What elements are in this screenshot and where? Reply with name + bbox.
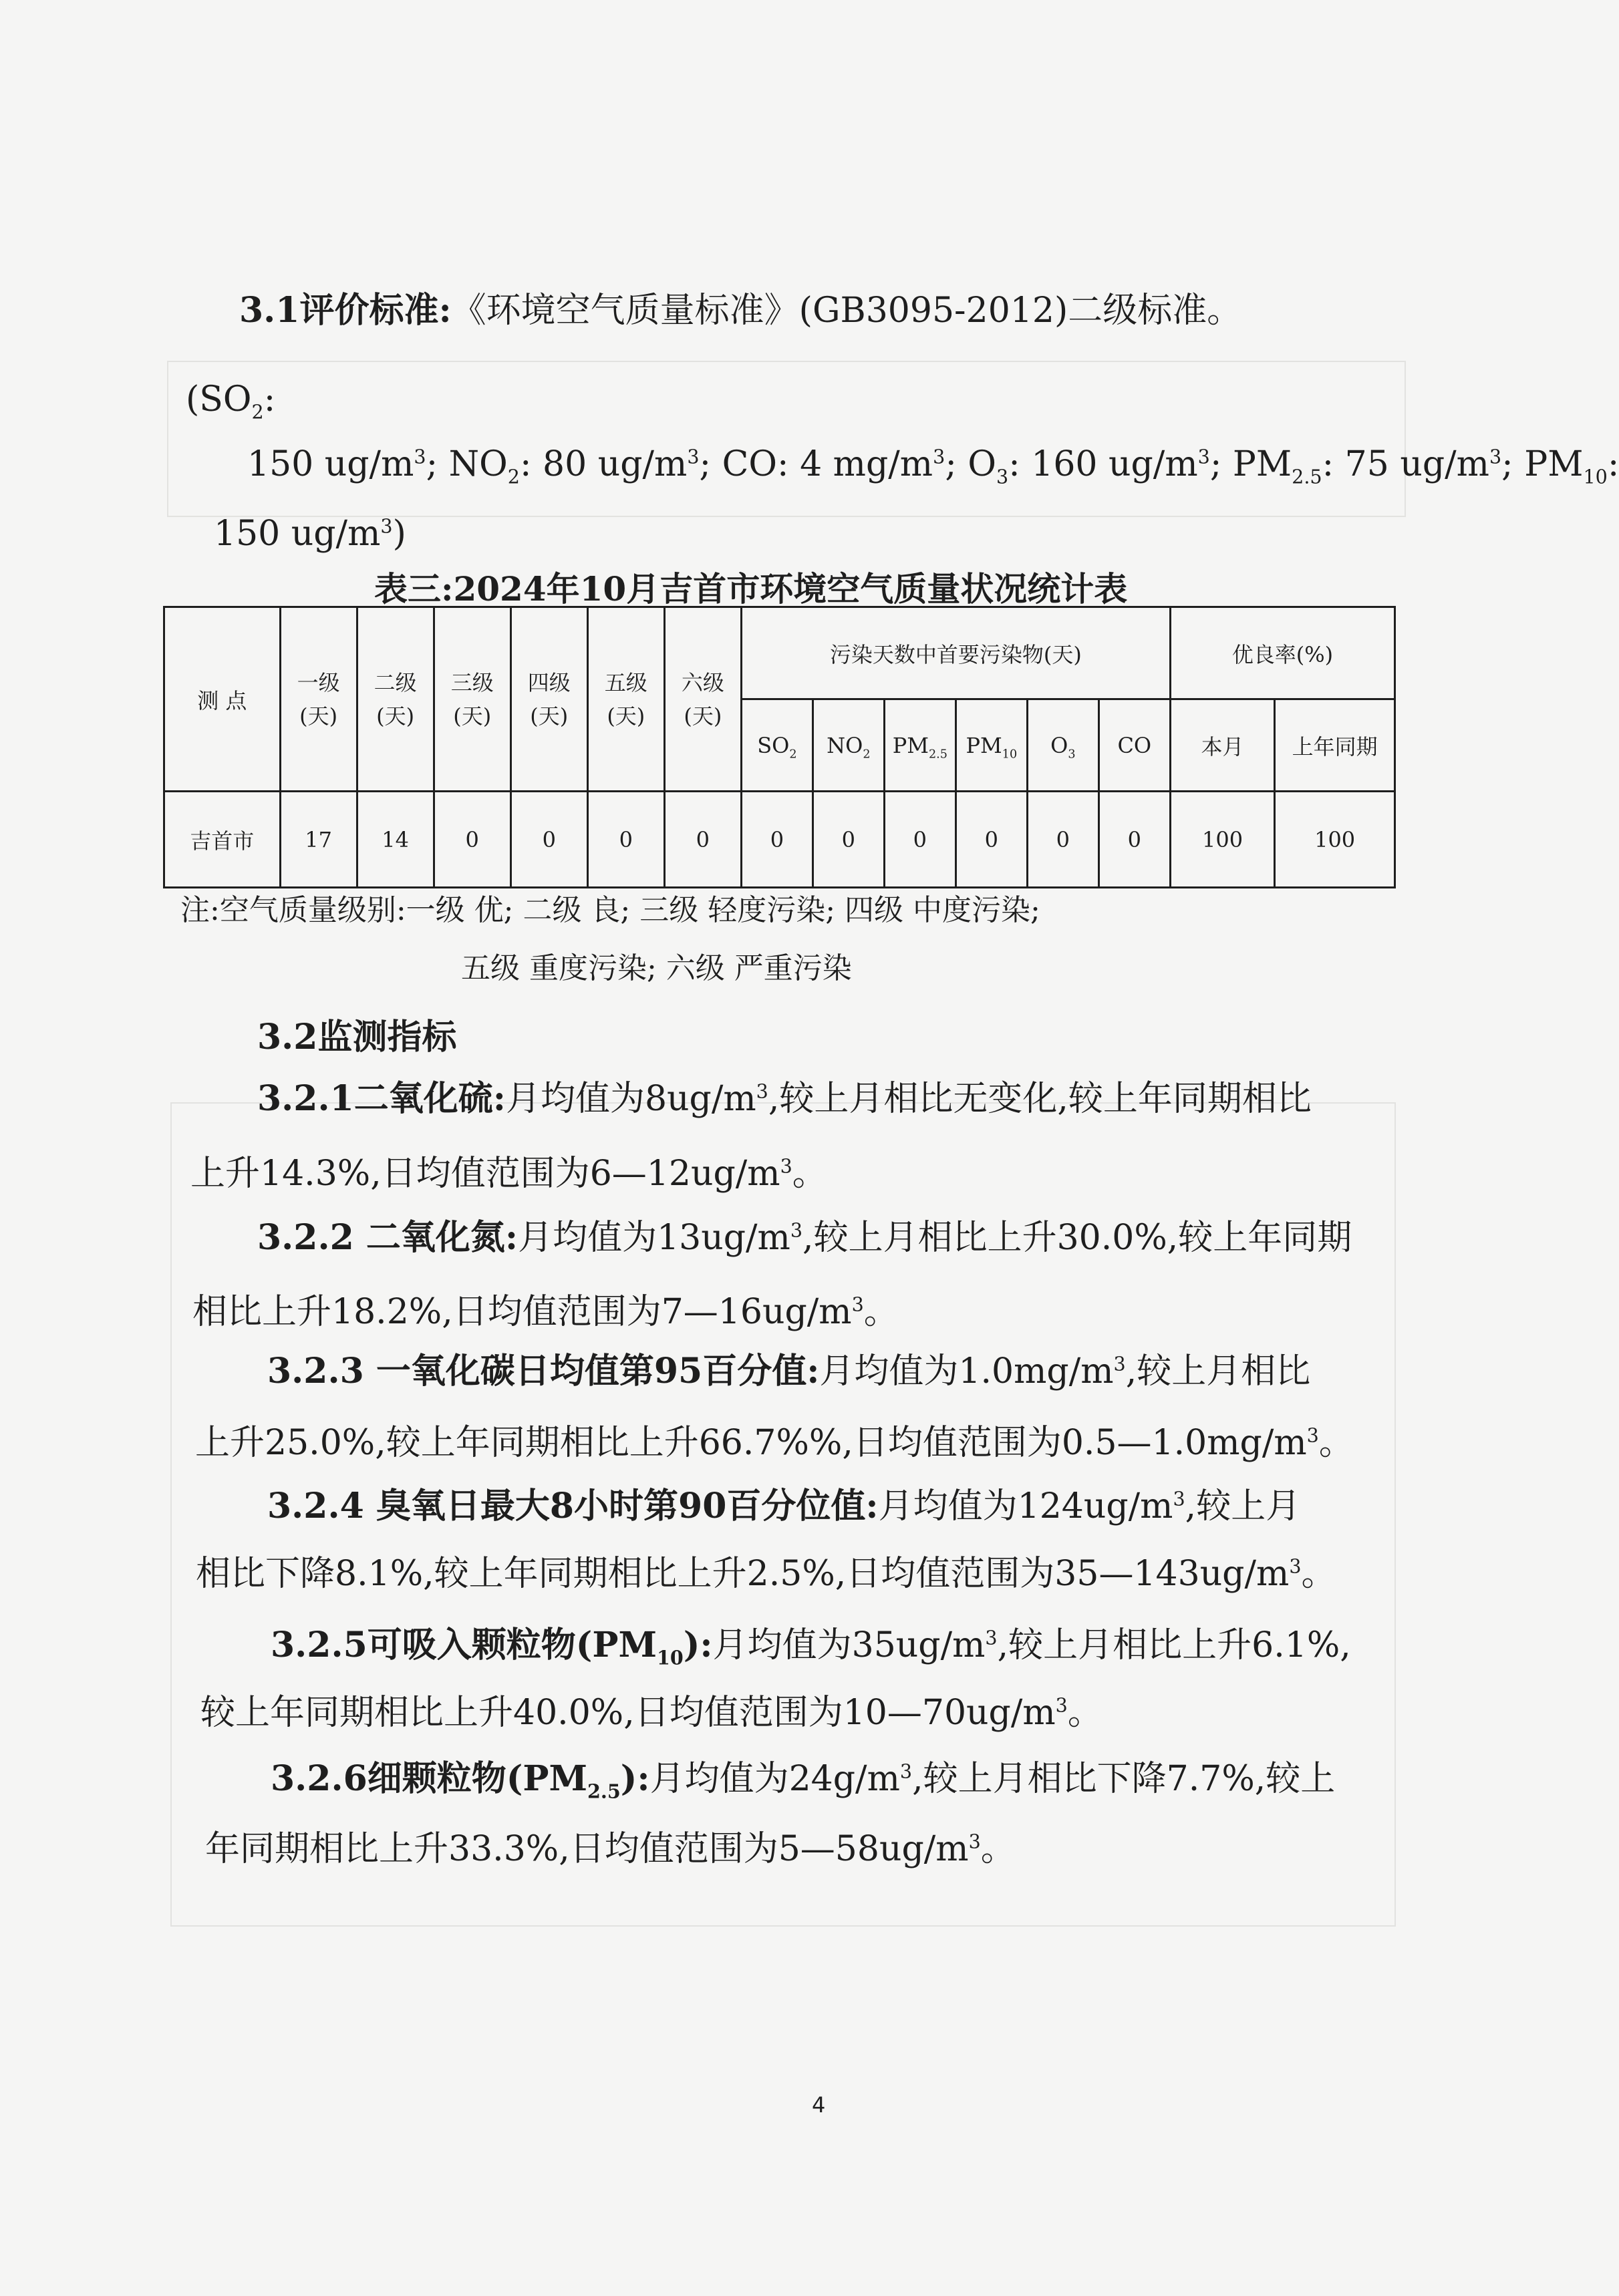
table-note-line-2: 五级 重度污染; 六级 严重污染 <box>461 951 852 985</box>
item-3-2-4-line-1: 3.2.4 臭氧日最大8小时第90百分位值:月均值为$124ug/m^3$,较上月 <box>267 1486 1301 1526</box>
o3-header: $O_3$ <box>1027 699 1098 792</box>
grade-2-header: 二级 (天) <box>357 607 434 792</box>
grade-5-header: 五级 (天) <box>587 607 664 792</box>
item-3-2-5-line-2: 较上年同期相比上升40.0%,日均值范围为$10—70ug/m^3$。 <box>200 1693 1102 1733</box>
item-3-2-6-line-1: 3.2.6细颗粒物$(PM_{2.5})$:月均值为$24g/m^3$,较上月相比下降7.7%,较上 <box>271 1758 1336 1803</box>
grade-2-days: 14 <box>357 792 434 888</box>
station-header: 测 点 <box>164 607 281 792</box>
pm25-header: $PM_{2.5}$ <box>884 699 955 792</box>
grade-3-header: 三级 (天) <box>434 607 510 792</box>
section-3-1-heading: 3.1评价标准:《环境空气质量标准》(GB3095-2012)二级标准。 <box>239 290 1242 331</box>
item-3-2-2-line-2: 相比上升18.2%,日均值范围为$7—16ug/m^3$。 <box>192 1292 899 1332</box>
standards-open: ($SO_2$: <box>186 379 276 424</box>
item-3-2-2-line-1: 3.2.2 二氧化氮:月均值为$13ug/m^3$,较上月相比上升30.0%,较上年同期 <box>257 1217 1352 1258</box>
bleed-through-table-top <box>167 361 1406 517</box>
item-3-2-5-line-1: 3.2.5可吸入颗粒物$(PM_{10})$:月均值为$35ug/m^3$,较上月相比上升6.1%, <box>271 1625 1351 1669</box>
grade-4-header: 四级 (天) <box>510 607 587 792</box>
item-3-2-6-line-2: 年同期相比上升33.3%,日均值范围为$5—58ug/m^3$。 <box>205 1829 1016 1869</box>
grade-4-days: 0 <box>510 792 587 888</box>
standards-close: 150 $ug/m^3$) <box>214 514 406 554</box>
rate-group-header: 优良率(%) <box>1170 607 1394 699</box>
so2-header: $SO_2$ <box>741 699 813 792</box>
pm10-days: 0 <box>955 792 1027 888</box>
rate-this-month-header: 本月 <box>1170 699 1274 792</box>
grade-1-header: 一级 (天) <box>280 607 357 792</box>
item-3-2-1-line-1: 3.2.1二氧化硫:月均值为$8ug/m^3$,较上月相比无变化,较上年同期相比 <box>257 1078 1312 1119</box>
item-3-2-3-line-2: 上升25.0%,较上年同期相比上升66.7%%,日均值范围为$0.5—1.0mg/m^3$。 <box>195 1423 1354 1463</box>
table-note-line-1: 注:空气质量级别:一级 优; 二级 良; 三级 轻度污染; 四级 中度污染; <box>180 893 1040 927</box>
station-cell: 吉首市 <box>164 792 281 888</box>
air-quality-table <box>163 606 1396 888</box>
co-days: 0 <box>1098 792 1170 888</box>
pm10-header: $PM_{10}$ <box>955 699 1027 792</box>
standards-values: 150 $ug/m^3$; $NO_2$: 80 $ug/m^3$; CO: 4 $mg/m^3$; $O_3$: 160 $ug/m^3$; $PM_{2.5}$: 75 $ug/m^3$; $PM_{10}$: <box>247 444 1619 488</box>
grade-5-days: 0 <box>587 792 664 888</box>
table-title: 表三:2024年10月吉首市环境空气质量状况统计表 <box>374 569 1128 609</box>
pm25-days: 0 <box>884 792 955 888</box>
o3-days: 0 <box>1027 792 1098 888</box>
section-3-2-heading: 3.2监测指标 <box>257 1017 457 1057</box>
rate-last-year: 100 <box>1275 792 1395 888</box>
item-3-2-1-line-2: 上升14.3%,日均值范围为$6—12ug/m^3$。 <box>190 1154 827 1194</box>
no2-days: 0 <box>813 792 884 888</box>
page-number: 4 <box>812 2092 826 2118</box>
no2-header: $NO_2$ <box>813 699 884 792</box>
grade-6-header: 六级 (天) <box>664 607 741 792</box>
grade-3-days: 0 <box>434 792 510 888</box>
table-row <box>164 792 1395 888</box>
item-3-2-4-line-2: 相比下降8.1%,较上年同期相比上升2.5%,日均值范围为$35—143ug/m^3$。 <box>196 1554 1336 1594</box>
so2-days: 0 <box>741 792 813 888</box>
rate-last-year-header: 上年同期 <box>1275 699 1395 792</box>
item-3-2-3-line-1: 3.2.3 一氧化碳日均值第95百分值:月均值为$1.0mg/m^3$,较上月相比 <box>267 1351 1311 1391</box>
grade-6-days: 0 <box>664 792 741 888</box>
co-header: CO <box>1098 699 1170 792</box>
grade-1-days: 17 <box>280 792 357 888</box>
rate-this-month: 100 <box>1170 792 1274 888</box>
pollutant-group-header: 污染天数中首要污染物(天) <box>741 607 1170 699</box>
